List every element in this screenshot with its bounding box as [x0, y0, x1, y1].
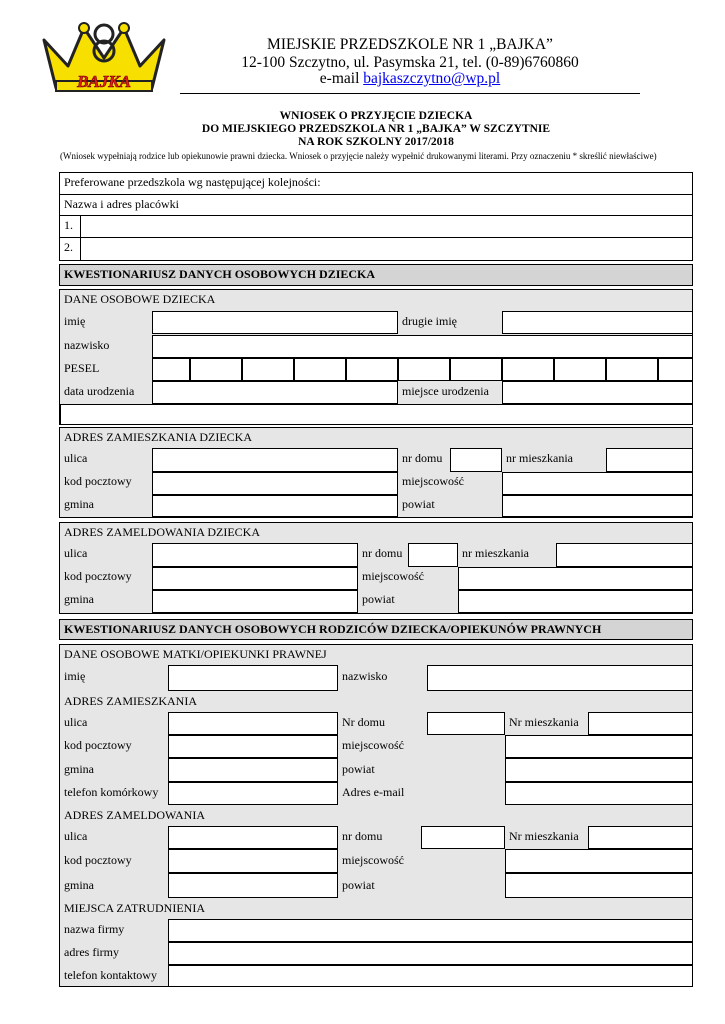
- child-residence-block: [59, 427, 693, 518]
- child-registered-block: [59, 522, 693, 614]
- child-reg-commune-label: gmina: [64, 592, 94, 606]
- child-section-heading: KWESTIONARIUSZ DANYCH OSOBOWYCH DZIECKA: [59, 264, 693, 286]
- crown-logo: [38, 18, 170, 100]
- mother-surname-input[interactable]: [427, 665, 693, 691]
- child-first-name-input[interactable]: [152, 311, 398, 334]
- contact-phone-label: telefon kontaktowy: [64, 968, 157, 982]
- mother-reg-house-input[interactable]: [421, 826, 505, 849]
- pesel-digit-input[interactable]: [450, 358, 502, 381]
- mother-res-flat-input[interactable]: [588, 712, 693, 735]
- mother-res-street-label: ulica: [64, 715, 88, 729]
- child-reg-flat-input[interactable]: [556, 543, 693, 567]
- child-res-town-input[interactable]: [502, 472, 693, 495]
- pesel-digit-input[interactable]: [152, 358, 190, 381]
- child-res-district-input[interactable]: [502, 495, 693, 517]
- child-personal-block: [59, 289, 693, 425]
- child-res-postcode-input[interactable]: [152, 472, 398, 495]
- email-link[interactable]: bajkaszczytno@wp.pl: [363, 70, 501, 87]
- child-birth-date-input[interactable]: [152, 381, 398, 404]
- mother-mobile-label: telefon komórkowy: [64, 785, 159, 799]
- mother-reg-street-input[interactable]: [168, 826, 338, 849]
- preference-2-input[interactable]: [80, 237, 692, 260]
- child-reg-district-label: powiat: [362, 592, 395, 606]
- pesel-digit-input[interactable]: [294, 358, 346, 381]
- company-address-label: adres firmy: [64, 945, 119, 959]
- preference-row-number: 2.: [60, 237, 80, 260]
- preferences-heading: Preferowane przedszkola wg następującej kolejności:: [64, 175, 321, 189]
- mother-mobile-input[interactable]: [168, 782, 338, 805]
- child-res-street-label: ulica: [64, 451, 88, 465]
- mother-heading: DANE OSOBOWE MATKI/OPIEKUNKI PRAWNEJ: [64, 647, 327, 661]
- preference-1-input[interactable]: [80, 215, 692, 237]
- child-personal-heading: DANE OSOBOWE DZIECKA: [64, 292, 216, 306]
- mother-surname-label: nazwisko: [342, 669, 388, 683]
- preference-row-number: 1.: [60, 215, 80, 237]
- mother-res-flat-label: Nr mieszkania: [509, 715, 579, 729]
- child-first-name-label: imię: [64, 314, 86, 328]
- pesel-digit-input[interactable]: [242, 358, 294, 381]
- child-res-town-label: miejscowość: [402, 474, 464, 488]
- company-name-label: nazwa firmy: [64, 922, 125, 936]
- child-surname-label: nazwisko: [64, 338, 110, 352]
- mother-first-name-label: imię: [64, 669, 86, 683]
- child-res-commune-input[interactable]: [152, 495, 398, 517]
- child-reg-street-input[interactable]: [152, 543, 358, 567]
- school-address: 12-100 Szczytno, ul. Pasymska 21, tel. (0-89)6760860: [241, 54, 579, 71]
- child-second-name-input[interactable]: [502, 311, 693, 334]
- pesel-digit-input[interactable]: [606, 358, 658, 381]
- form-title-line3: NA ROK SZKOLNY 2017/2018: [298, 136, 454, 148]
- child-reg-flat-label: nr mieszkania: [462, 546, 529, 560]
- mother-reg-flat-label: Nr mieszkania: [509, 829, 579, 843]
- employment-heading: MIEJSCA ZATRUDNIENIA: [64, 901, 205, 915]
- child-birth-place-input[interactable]: [502, 381, 693, 404]
- child-pesel-label: PESEL: [64, 361, 100, 375]
- child-res-postcode-label: kod pocztowy: [64, 474, 132, 488]
- preferences-column: Nazwa i adres placówki: [60, 194, 692, 215]
- child-extra-row[interactable]: [60, 404, 693, 425]
- child-res-district-label: powiat: [402, 497, 435, 511]
- school-email-line: [180, 69, 640, 88]
- pesel-digit-input[interactable]: [554, 358, 606, 381]
- child-reg-house-input[interactable]: [408, 543, 458, 567]
- child-reg-district-input[interactable]: [458, 590, 693, 613]
- child-reg-town-input[interactable]: [458, 567, 693, 590]
- logo-text: BAJKA: [77, 72, 131, 91]
- child-res-house-input[interactable]: [450, 448, 502, 472]
- email-prefix: e-mail: [319, 70, 364, 87]
- school-name: MIEJSKIE PRZEDSZKOLE NR 1 „BAJKA”: [267, 36, 553, 53]
- mother-reg-street-label: ulica: [64, 829, 88, 843]
- child-res-street-input[interactable]: [152, 448, 398, 472]
- mother-reg-district-input[interactable]: [505, 873, 693, 898]
- mother-reg-town-label: miejscowość: [342, 853, 404, 867]
- company-address-input[interactable]: [168, 942, 693, 965]
- pesel-digit-input[interactable]: [502, 358, 554, 381]
- contact-phone-input[interactable]: [168, 965, 693, 987]
- child-second-name-label: drugie imię: [402, 314, 457, 328]
- child-reg-postcode-input[interactable]: [152, 567, 358, 590]
- pesel-digit-input[interactable]: [190, 358, 242, 381]
- child-residence-heading: ADRES ZAMIESZKANIA DZIECKA: [64, 430, 252, 444]
- child-birth-place-label: miejsce urodzenia: [402, 384, 489, 398]
- header-rule: [180, 93, 640, 94]
- mother-reg-postcode-label: kod pocztowy: [64, 853, 132, 867]
- mother-reg-postcode-input[interactable]: [168, 849, 338, 873]
- child-registered-heading: ADRES ZAMELDOWANIA DZIECKA: [64, 525, 260, 539]
- mother-reg-flat-input[interactable]: [588, 826, 693, 849]
- child-reg-street-label: ulica: [64, 546, 88, 560]
- child-res-commune-label: gmina: [64, 497, 94, 511]
- mother-res-house-input[interactable]: [427, 712, 505, 735]
- mother-res-town-input[interactable]: [505, 735, 693, 758]
- mother-res-district-label: powiat: [342, 762, 375, 776]
- mother-reg-commune-input[interactable]: [168, 873, 338, 898]
- mother-residence-heading: ADRES ZAMIESZKANIA: [64, 694, 197, 708]
- mother-res-town-label: miejscowość: [342, 738, 404, 752]
- form-title-line1: WNIOSEK O PRZYJĘCIE DZIECKA: [279, 110, 473, 122]
- pesel-digit-input[interactable]: [658, 358, 693, 381]
- child-surname-input[interactable]: [152, 335, 693, 358]
- mother-res-postcode-input[interactable]: [168, 735, 338, 758]
- mother-email-input[interactable]: [505, 782, 693, 805]
- mother-reg-town-input[interactable]: [505, 849, 693, 873]
- mother-res-district-input[interactable]: [505, 758, 693, 782]
- child-birth-date-label: data urodzenia: [64, 384, 135, 398]
- mother-reg-house-label: nr domu: [342, 829, 383, 843]
- child-res-flat-input[interactable]: [606, 448, 693, 472]
- mother-reg-commune-label: gmina: [64, 878, 94, 892]
- child-res-house-label: nr domu: [402, 451, 443, 465]
- mother-res-postcode-label: kod pocztowy: [64, 738, 132, 752]
- parents-block: [59, 644, 693, 987]
- form-instructions: (Wniosek wypełniają rodzice lub opiekunowie prawni dziecka. Wniosek o przyjęcie należy wypełnić drukowanymi literami. Przy oznaczeniu * skreślić niewłaściwe): [60, 151, 657, 161]
- mother-reg-district-label: powiat: [342, 878, 375, 892]
- child-reg-postcode-label: kod pocztowy: [64, 569, 132, 583]
- mother-res-commune-input[interactable]: [168, 758, 338, 782]
- parents-section-heading: KWESTIONARIUSZ DANYCH OSOBOWYCH RODZICÓW DZIECKA/OPIEKUNÓW PRAWNYCH: [59, 619, 693, 640]
- mother-res-house-label: Nr domu: [342, 715, 385, 729]
- child-reg-commune-input[interactable]: [152, 590, 358, 613]
- pesel-digit-input[interactable]: [346, 358, 398, 381]
- preferences-table: [59, 172, 693, 261]
- pesel-digit-input[interactable]: [398, 358, 450, 381]
- form-title-line2: DO MIEJSKIEGO PRZEDSZKOLA NR 1 „BAJKA” W SZCZYTNIE: [201, 123, 551, 135]
- mother-email-label: Adres e-mail: [342, 785, 405, 799]
- company-name-input[interactable]: [168, 919, 693, 942]
- child-reg-town-label: miejscowość: [362, 569, 424, 583]
- child-res-flat-label: nr mieszkania: [506, 451, 573, 465]
- mother-res-street-input[interactable]: [168, 712, 338, 735]
- child-reg-house-label: nr domu: [362, 546, 403, 560]
- mother-res-commune-label: gmina: [64, 762, 94, 776]
- mother-registered-heading: ADRES ZAMELDOWANIA: [64, 808, 205, 822]
- mother-first-name-input[interactable]: [168, 665, 338, 691]
